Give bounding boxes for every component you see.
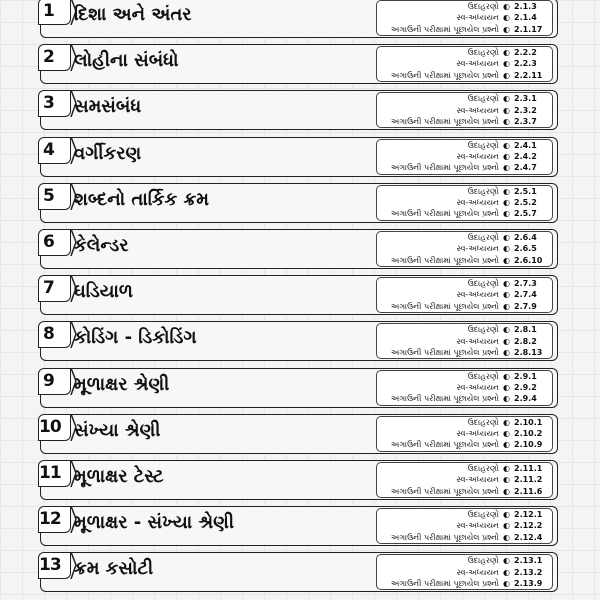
chapter-title: લોહીના સંબંધો [74, 50, 179, 72]
reference-page: 2.7.9 [514, 301, 537, 311]
open-book-icon: ◐ [503, 371, 510, 381]
reference-page: 2.3.7 [514, 116, 537, 126]
reference-line[interactable] [377, 47, 552, 58]
open-book-icon: ◐ [503, 429, 510, 439]
chapter-row[interactable] [40, 506, 558, 546]
open-book-icon: ◐ [503, 163, 510, 173]
reference-label: સ્વ-અધ્યયન [456, 567, 499, 577]
open-book-icon: ◐ [503, 417, 510, 427]
open-book-icon: ◐ [503, 255, 510, 265]
reference-line[interactable] [377, 151, 552, 162]
reference-label: ઉદાહરણો [467, 48, 499, 58]
open-book-icon: ◐ [503, 521, 510, 531]
chapter-number: 11 [39, 463, 61, 483]
reference-box [376, 185, 553, 221]
reference-label: સ્વ-અધ્યયન [456, 244, 499, 254]
reference-label: અગાઉની પરીક્ષામાં પૂછાયેલ પ્રશ્નો [390, 116, 499, 126]
reference-label: સ્વ-અધ્યયન [456, 521, 499, 531]
open-book-icon: ◐ [503, 151, 510, 161]
chapter-number: 3 [43, 93, 55, 114]
reference-line[interactable] [377, 417, 552, 428]
reference-label: સ્વ-અધ્યયન [456, 290, 499, 300]
reference-line[interactable] [377, 186, 552, 197]
reference-page: 2.6.5 [514, 244, 537, 254]
reference-line[interactable] [377, 382, 552, 393]
reference-label: અગાઉની પરીક્ષામાં પૂછાયેલ પ્રશ્નો [390, 532, 499, 542]
open-book-icon: ◐ [503, 394, 510, 404]
chapter-number: 7 [43, 278, 55, 299]
reference-box [376, 231, 553, 267]
reference-label: અગાઉની પરીક્ષામાં પૂછાયેલ પ્રશ્નો [390, 255, 499, 265]
reference-label: સ્વ-અધ્યયન [456, 336, 499, 346]
chapter-row[interactable] [40, 275, 558, 315]
reference-box [376, 554, 553, 590]
reference-label: સ્વ-અધ્યયન [456, 59, 499, 69]
reference-page: 2.4.7 [514, 163, 537, 173]
open-book-icon: ◐ [503, 475, 510, 485]
open-book-icon: ◐ [503, 105, 510, 115]
reference-label: ઉદાહરણો [467, 510, 499, 520]
open-book-icon: ◐ [503, 13, 510, 23]
reference-box [376, 508, 553, 544]
reference-page: 2.9.4 [514, 394, 537, 404]
reference-page: 2.10.9 [514, 440, 543, 450]
reference-page: 2.13.1 [514, 556, 543, 566]
reference-page: 2.7.4 [514, 290, 537, 300]
open-book-icon: ◐ [503, 325, 510, 335]
chapter-title: કેલેન્ડર [74, 235, 129, 256]
reference-line[interactable] [377, 1, 552, 12]
reference-line[interactable] [377, 428, 552, 439]
open-book-icon: ◐ [503, 486, 510, 496]
reference-line[interactable] [377, 232, 552, 243]
chapter-row[interactable] [40, 90, 558, 130]
reference-line[interactable] [377, 347, 552, 358]
chapter-title: કોડિંગ - ડિકોડિંગ [74, 327, 197, 349]
open-book-icon: ◐ [503, 244, 510, 254]
chapter-row[interactable] [40, 460, 558, 500]
reference-label: અગાઉની પરીક્ષામાં પૂછાયેલ પ્રશ્નો [390, 578, 499, 588]
chapter-title: શબ્દનો તાર્કિક ક્રમ [74, 188, 209, 210]
open-book-icon: ◐ [503, 532, 510, 542]
open-book-icon: ◐ [503, 578, 510, 588]
open-book-icon: ◐ [503, 48, 510, 58]
reference-box [376, 92, 553, 128]
reference-box [376, 0, 553, 36]
reference-page: 2.10.2 [514, 429, 543, 439]
reference-label: અગાઉની પરીક્ષામાં પૂછાયેલ પ્રશ્નો [390, 440, 499, 450]
reference-label: અગાઉની પરીક્ષામાં પૂછાયેલ પ્રશ્નો [390, 24, 499, 34]
chapter-number: 10 [39, 416, 61, 437]
reference-line[interactable] [377, 393, 552, 404]
open-book-icon: ◐ [503, 440, 510, 450]
reference-label: અગાઉની પરીક્ષામાં પૂછાયેલ પ્રશ્નો [390, 163, 499, 173]
reference-line[interactable] [377, 324, 552, 335]
chapter-number: 8 [43, 324, 55, 345]
reference-page: 2.10.1 [514, 417, 543, 427]
open-book-icon: ◐ [503, 382, 510, 392]
reference-label: ઉદાહરણો [467, 140, 499, 150]
open-book-icon: ◐ [503, 186, 510, 196]
reference-line[interactable] [377, 336, 552, 347]
reference-page: 2.2.3 [514, 59, 537, 69]
reference-box [376, 416, 553, 452]
chapter-number: 4 [43, 139, 55, 160]
reference-page: 2.7.3 [514, 279, 537, 289]
reference-line[interactable] [377, 578, 552, 589]
open-book-icon: ◐ [503, 2, 510, 11]
open-book-icon: ◐ [503, 140, 510, 150]
chapter-number: 13 [39, 555, 61, 576]
reference-line[interactable] [377, 474, 552, 485]
reference-page: 2.3.1 [514, 94, 537, 104]
reference-page: 2.1.17 [514, 24, 543, 34]
open-book-icon: ◐ [503, 510, 510, 520]
open-book-icon: ◐ [503, 59, 510, 69]
open-book-icon: ◐ [503, 198, 510, 208]
reference-box [376, 46, 553, 82]
chapter-title: મૂળાક્ષર ટેસ્ટ [74, 466, 164, 487]
reference-page: 2.1.3 [514, 2, 537, 11]
reference-label: અગાઉની પરીક્ષામાં પૂછાયેલ પ્રશ્નો [390, 209, 499, 219]
reference-label: અગાઉની પરીક્ષામાં પૂછાયેલ પ્રશ્નો [390, 394, 499, 404]
reference-page: 2.4.1 [514, 140, 537, 150]
chapter-row[interactable] [40, 0, 558, 38]
reference-label: ઉદાહરણો [467, 371, 499, 381]
reference-label: અગાઉની પરીક્ષામાં પૂછાયેલ પ્રશ્નો [390, 70, 499, 80]
reference-page: 2.4.2 [514, 151, 537, 161]
chapter-number: 6 [43, 232, 55, 252]
chapter-row[interactable] [40, 44, 558, 84]
open-book-icon: ◐ [503, 94, 510, 104]
open-book-icon: ◐ [503, 24, 510, 34]
reference-line[interactable] [377, 24, 552, 35]
reference-box [376, 277, 553, 313]
reference-label: સ્વ-અધ્યયન [456, 382, 499, 392]
reference-line[interactable] [377, 70, 552, 81]
reference-label: ઉદાહરણો [467, 279, 499, 289]
reference-label: સ્વ-અધ્યયન [456, 13, 499, 23]
chapter-row[interactable] [40, 368, 558, 408]
chapter-title: ઘડિયાળ [74, 281, 133, 303]
reference-label: ઉદાહરણો [467, 233, 499, 242]
open-book-icon: ◐ [503, 464, 510, 473]
reference-page: 2.12.1 [514, 510, 543, 520]
reference-line[interactable] [377, 555, 552, 566]
reference-line[interactable] [377, 532, 552, 543]
chapter-row[interactable] [40, 229, 558, 269]
reference-page: 2.3.2 [514, 105, 537, 115]
reference-label: ઉદાહરણો [467, 556, 499, 566]
reference-box [376, 462, 553, 498]
reference-line[interactable] [377, 116, 552, 127]
open-book-icon: ◐ [503, 209, 510, 219]
chapter-row[interactable] [40, 552, 558, 592]
reference-line[interactable] [377, 162, 552, 173]
open-book-icon: ◐ [503, 567, 510, 577]
reference-label: સ્વ-અધ્યયન [456, 198, 499, 208]
open-book-icon: ◐ [503, 70, 510, 80]
chapter-title: મૂળાક્ષર - સંખ્યા શ્રેણી [74, 512, 234, 534]
open-book-icon: ◐ [503, 556, 510, 566]
reference-page: 2.11.2 [514, 475, 543, 485]
reference-page: 2.13.2 [514, 567, 543, 577]
chapter-title: ક્રમ કસોટી [74, 558, 154, 580]
reference-line[interactable] [377, 140, 552, 151]
reference-line[interactable] [377, 509, 552, 520]
reference-line[interactable] [377, 463, 552, 474]
open-book-icon: ◐ [503, 290, 510, 300]
reference-page: 2.11.6 [514, 486, 543, 496]
reference-page: 2.5.7 [514, 209, 537, 219]
open-book-icon: ◐ [503, 279, 510, 289]
reference-page: 2.12.4 [514, 532, 543, 542]
reference-line[interactable] [377, 255, 552, 266]
reference-page: 2.2.11 [514, 70, 543, 80]
reference-page: 2.5.2 [514, 198, 537, 208]
reference-line[interactable] [377, 520, 552, 531]
reference-label: અગાઉની પરીક્ષામાં પૂછાયેલ પ્રશ્નો [390, 486, 499, 496]
reference-label: સ્વ-અધ્યયન [456, 151, 499, 161]
reference-line[interactable] [377, 278, 552, 289]
chapter-title: સમસંબંધ [74, 96, 142, 118]
reference-label: ઉદાહરણો [467, 186, 499, 196]
reference-line[interactable] [377, 243, 552, 254]
reference-page: 2.1.4 [514, 13, 537, 23]
reference-page: 2.11.1 [514, 464, 543, 473]
reference-label: સ્વ-અધ્યયન [456, 105, 499, 115]
reference-line[interactable] [377, 93, 552, 104]
reference-line[interactable] [377, 197, 552, 208]
reference-label: ઉદાહરણો [467, 325, 499, 335]
reference-line[interactable] [377, 301, 552, 312]
open-book-icon: ◐ [503, 301, 510, 311]
reference-line[interactable] [377, 567, 552, 578]
reference-line[interactable] [377, 58, 552, 69]
chapter-title: મૂળાક્ષર શ્રેણી [74, 373, 170, 395]
reference-line[interactable] [377, 289, 552, 300]
reference-label: ઉદાહરણો [467, 94, 499, 104]
reference-page: 2.8.2 [514, 336, 537, 346]
reference-page: 2.9.2 [514, 382, 537, 392]
open-book-icon: ◐ [503, 347, 510, 357]
reference-page: 2.6.4 [514, 233, 537, 242]
chapter-row[interactable] [40, 321, 558, 361]
reference-line[interactable] [377, 105, 552, 116]
chapter-title: સંખ્યા શ્રેણી [74, 419, 161, 441]
open-book-icon: ◐ [503, 233, 510, 242]
reference-box [376, 370, 553, 406]
chapter-row[interactable] [40, 137, 558, 177]
reference-page: 2.13.9 [514, 578, 543, 588]
open-book-icon: ◐ [503, 116, 510, 126]
reference-page: 2.5.1 [514, 186, 537, 196]
reference-line[interactable] [377, 208, 552, 219]
reference-label: અગાઉની પરીક્ષામાં પૂછાયેલ પ્રશ્નો [390, 301, 499, 311]
chapter-number: 12 [39, 509, 61, 530]
reference-line[interactable] [377, 371, 552, 382]
reference-label: અગાઉની પરીક્ષામાં પૂછાયેલ પ્રશ્નો [390, 347, 499, 357]
reference-page: 2.12.2 [514, 521, 543, 531]
chapter-number: 1 [43, 1, 55, 21]
reference-box [376, 323, 553, 359]
reference-line[interactable] [377, 439, 552, 450]
reference-page: 2.8.1 [514, 325, 537, 335]
chapter-title: વર્ગીકરણ [74, 142, 142, 164]
reference-label: સ્વ-અધ્યયન [456, 475, 499, 485]
chapter-number: 5 [43, 185, 55, 206]
reference-label: ઉદાહરણો [467, 2, 499, 11]
reference-page: 2.9.1 [514, 371, 537, 381]
reference-page: 2.8.13 [514, 347, 543, 357]
chapter-title: દિશા અને અંતર [74, 4, 192, 25]
reference-box [376, 139, 553, 175]
reference-label: ઉદાહરણો [467, 464, 499, 473]
reference-page: 2.2.2 [514, 48, 537, 58]
chapter-number: 9 [43, 370, 55, 391]
reference-line[interactable] [377, 486, 552, 497]
reference-line[interactable] [377, 12, 552, 23]
chapter-row[interactable] [40, 414, 558, 454]
reference-page: 2.6.10 [514, 255, 543, 265]
chapter-row[interactable] [40, 183, 558, 223]
open-book-icon: ◐ [503, 336, 510, 346]
reference-label: ઉદાહરણો [467, 417, 499, 427]
reference-label: સ્વ-અધ્યયન [456, 429, 499, 439]
chapter-number: 2 [43, 47, 55, 68]
